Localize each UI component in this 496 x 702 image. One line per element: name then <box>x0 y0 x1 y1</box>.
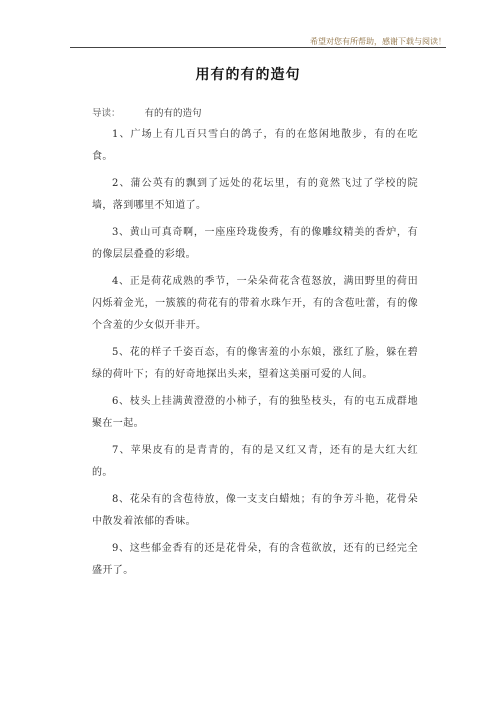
document-body <box>92 124 418 587</box>
guide-label: 导读： <box>92 108 121 119</box>
header-divider <box>70 47 446 48</box>
paragraph-9: 9、这些郁金香有的还是花骨朵，有的含苞欲放，还有的已经完全盛开了。 <box>92 543 418 576</box>
paragraph-8: 8、花朵有的含苞待放，像一支支白蜡烛；有的争芳斗艳，花骨朵中散发着浓郁的香味。 <box>92 494 418 527</box>
paragraph-2: 2、蒲公英有的飘到了远处的花坛里，有的竟然飞过了学校的院墙，落到哪里不知道了。 <box>92 178 418 211</box>
paragraph-3: 3、黄山可真奇啊，一座座玲珑俊秀，有的像雕纹精美的香炉，有的像层层叠叠的彩缎。 <box>92 227 418 260</box>
guide-line <box>92 105 202 119</box>
paragraph-6: 6、枝头上挂满黄澄澄的小柿子，有的独坠枝头，有的屯五成群地聚在一起。 <box>92 396 418 429</box>
guide-text: 有的有的造句 <box>144 108 202 119</box>
paragraph-5: 5、花的样子千姿百态，有的像害羞的小东娘，涨红了脸，躲在碧绿的荷叶下；有的好奇地探出头来，望着这美丽可爱的人间。 <box>92 347 418 380</box>
paragraph-1: 1、广场上有几百只雪白的鸽子，有的在悠闲地散步，有的在吃食。 <box>92 129 418 162</box>
paragraph-4: 4、正是荷花成熟的季节，一朵朵荷花含苞怒放，满田野里的荷田闪烁着金光，一簇簇的荷花有的带着水珠乍开，有的含苞吐蕾，有的像个含羞的少女似开非开。 <box>92 276 418 331</box>
document-title: 用有的有的造句 <box>195 67 301 83</box>
header-note: 希望对您有所帮助，感谢下载与阅读！ <box>310 37 446 46</box>
paragraph-7: 7、苹果皮有的是青青的，有的是又红又青，还有的是大红大红的。 <box>92 445 418 478</box>
